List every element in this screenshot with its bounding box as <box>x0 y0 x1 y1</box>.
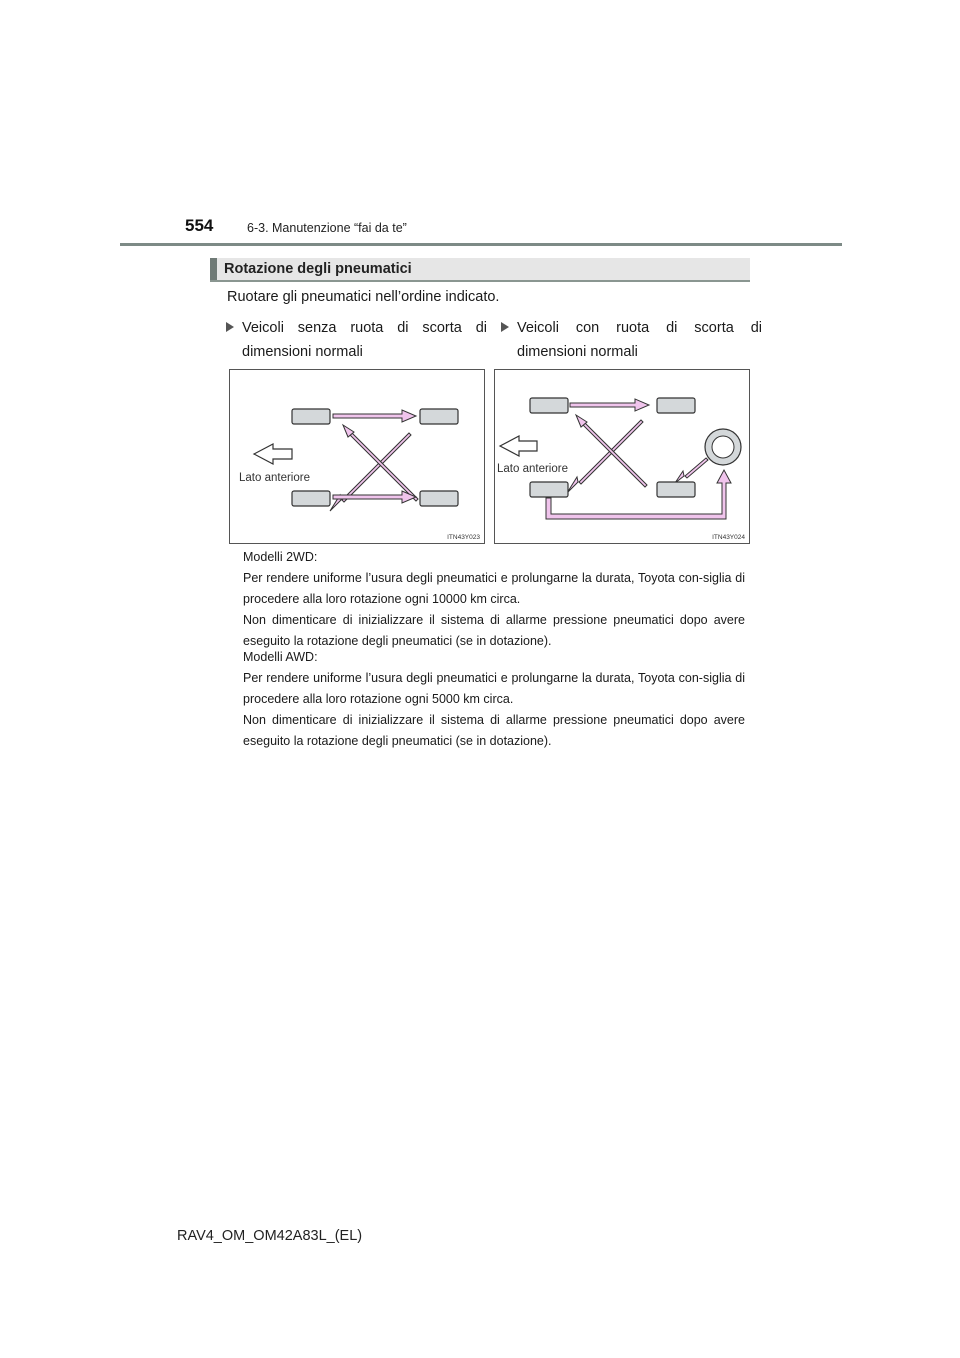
front-direction-arrow-icon <box>500 436 537 456</box>
front-side-label: Lato anteriore <box>497 463 568 475</box>
notes-2wd <box>243 547 745 652</box>
section-tab-marker <box>210 258 217 280</box>
tire-rear-right-icon <box>657 482 695 497</box>
front-rotation-arrow-icon <box>333 410 416 422</box>
tire-rear-left-icon <box>530 482 568 497</box>
note-text-awd-tpms: Non dimenticare di inizializzare il sistema di allarme pressione pneumatici dopo avere eseguito la rotazione degli pneumatici (se in dotazione). <box>243 713 745 748</box>
variant-label-text: Veicoli con ruota di scorta di dimensioni normali <box>517 320 762 360</box>
spare-rotation-arrow-icon <box>675 471 684 483</box>
section-title-bar <box>210 258 750 282</box>
rotation-diagram-svg <box>230 370 484 543</box>
header-rule <box>120 243 842 246</box>
figure-code: ITN43Y024 <box>712 534 745 541</box>
note-title-2wd: Modelli 2WD: <box>243 550 318 564</box>
front-side-label: Lato anteriore <box>239 472 310 484</box>
note-text-2wd-interval: Per rendere uniforme l’usura degli pneumatici e prolungarne la durata, Toyota con-siglia di procedere alla loro rotazione ogni 10000 km circa. <box>243 571 745 606</box>
section-reference: 6-3. Manutenzione “fai da te” <box>247 221 407 235</box>
note-text-2wd-tpms: Non dimenticare di inizializzare il sistema di allarme pressione pneumatici dopo avere eseguito la rotazione degli pneumatici (se in dotazione). <box>243 613 745 648</box>
page-number: 554 <box>185 216 214 235</box>
rotation-diagram-no-spare <box>229 369 485 544</box>
tire-front-left-icon <box>292 409 330 424</box>
diagonal-arrow-icon <box>567 477 578 493</box>
notes-awd <box>243 647 745 752</box>
note-title-awd: Modelli AWD: <box>243 650 318 664</box>
figure-code: ITN43Y023 <box>447 534 480 541</box>
tire-rear-right-icon <box>420 491 458 506</box>
intro-text: Ruotare gli pneumatici nell’ordine indicato. <box>227 289 500 305</box>
diagonal-arrow-icon <box>350 433 418 501</box>
front-direction-arrow-icon <box>254 444 292 464</box>
rotation-diagram-with-spare <box>494 369 750 544</box>
note-text-awd-interval: Per rendere uniforme l’usura degli pneumatici e prolungarne la durata, Toyota con-siglia di procedere alla loro rotazione ogni 5000 km circa. <box>243 671 745 706</box>
variant-label-text: Veicoli senza ruota di scorta di dimensioni normali <box>242 320 487 360</box>
spare-rotation-arrow-icon <box>685 458 708 478</box>
diagonal-arrow-icon <box>583 423 647 487</box>
rotation-diagram-svg <box>495 370 749 543</box>
tire-front-right-icon <box>657 398 695 413</box>
bullet-triangle-icon <box>501 322 509 332</box>
tire-front-left-icon <box>530 398 568 413</box>
tire-front-right-icon <box>420 409 458 424</box>
spare-tire-inner-icon <box>712 436 734 458</box>
tire-rear-left-icon <box>292 491 330 506</box>
front-rotation-arrow-icon <box>570 399 649 411</box>
section-title: Rotazione degli pneumatici <box>224 261 412 277</box>
variant-label-with-spare <box>517 316 762 364</box>
document-id: RAV4_OM_OM42A83L_(EL) <box>177 1228 363 1244</box>
bullet-triangle-icon <box>226 322 234 332</box>
diagonal-arrow-icon <box>342 433 411 502</box>
variant-label-no-spare <box>242 316 487 364</box>
